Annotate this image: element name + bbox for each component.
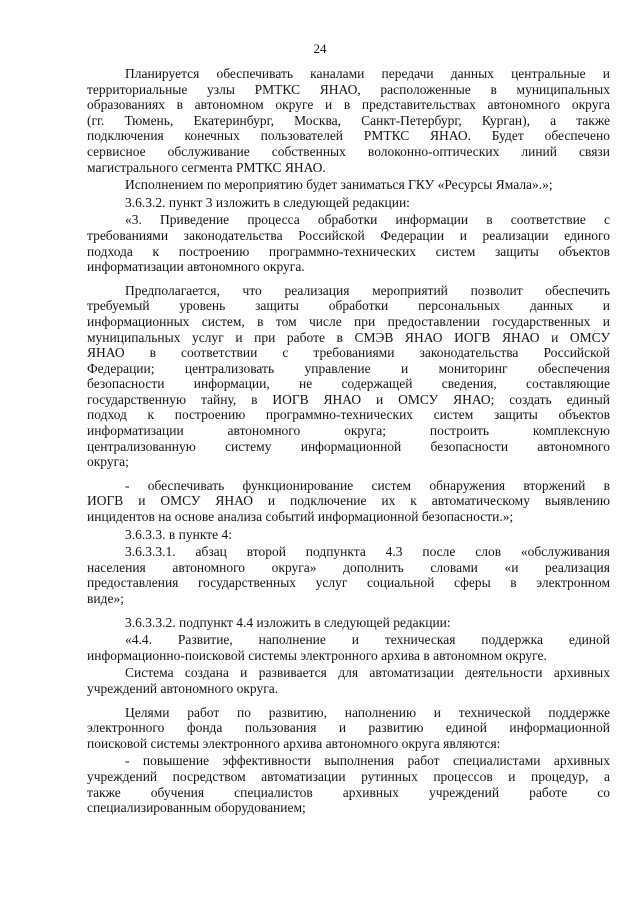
paragraph-expected bbox=[87, 283, 610, 470]
paragraph-channels bbox=[87, 66, 610, 175]
text-line: 3.6.3.3.1. абзац второй подпункта 4.3 после слов «обслуживания bbox=[125, 544, 610, 560]
paragraph-goals bbox=[87, 705, 610, 752]
paragraph-system bbox=[87, 665, 610, 696]
text-line: учреждений посредством автоматизации рутинных процессов и процедур, а bbox=[87, 768, 610, 784]
text-line: поисковой системы электронного архива автономного округа являются: bbox=[87, 735, 501, 751]
text-line: электронного фонда пользования и развитию единой информационной bbox=[87, 720, 610, 736]
text-line: информатизации автономного округа; построить комплексную bbox=[87, 423, 610, 439]
text-line: (гг. Тюмень, Екатеринбург, Москва, Санкт-Петербург, Курган), а также bbox=[87, 112, 610, 128]
paragraph-intrusion bbox=[87, 478, 610, 525]
text-line: Планируется обеспечивать каналами передачи данных центральные и bbox=[125, 66, 610, 81]
paragraph-efficiency bbox=[87, 753, 610, 815]
text-line: сервисное обслуживание собственных волоконно-оптических линий связи bbox=[87, 143, 610, 159]
paragraph-item-4-4 bbox=[87, 632, 610, 663]
text-line: «4.4. Развитие, наполнение и техническая поддержка единой bbox=[125, 632, 610, 648]
text-line: Система создана и развивается для автоматизации деятельности архивных bbox=[125, 665, 610, 681]
text-line: инцидентов на основе анализа событий информационной безопасности.»; bbox=[87, 509, 514, 525]
text-line: также обучения специалистов архивных учреждений работе со bbox=[87, 784, 610, 800]
text-line: требуемый уровень защиты обработки персональных данных и bbox=[87, 298, 610, 314]
text-line: Целями работ по развитию, наполнению и технической поддержке bbox=[125, 704, 610, 720]
paragraph-item-3 bbox=[87, 212, 610, 274]
page-number: 24 bbox=[313, 41, 327, 56]
text-line: подход к построению программно-технических систем защиты объектов bbox=[87, 407, 610, 423]
text-line: ИОГВ и ОМСУ ЯНАО и подключение их к автоматическому выявлению bbox=[87, 493, 610, 509]
text-line: магистрального сегмента РМТКС ЯНАО. bbox=[87, 159, 326, 175]
text-line: - повышение эффективности выполнения работ специалистами архивных bbox=[125, 753, 610, 769]
text-line: образованиях в автономном округе и в представительствах автономного округа bbox=[87, 97, 610, 113]
text-line: - обеспечивать функционирование систем обнаружения вторжений в bbox=[125, 477, 610, 493]
text-line: подключения конечных пользователей РМТКС ЯНАО. Будет обеспечено bbox=[87, 128, 610, 144]
paragraph-3-6-3-3-1 bbox=[87, 544, 610, 606]
text-line: виде»; bbox=[87, 591, 124, 606]
text-line: населения автономного округа» дополнить словами «и реализация bbox=[87, 559, 610, 575]
text-line: специализированным оборудованием; bbox=[87, 800, 306, 816]
text-line: территориальные узлы РМТКС ЯНАО, расположенные в муниципальных bbox=[87, 81, 610, 97]
text-line: предоставления государственных услуг социальной сферы в электронном bbox=[87, 575, 610, 591]
text-line: информационно-поисковой системы электронного архива в автономном округе. bbox=[87, 647, 547, 663]
text-line: безопасности информации, не содержащей сведения, составляющие bbox=[87, 376, 610, 392]
text-line: подхода к построению программно-технических систем защиты объектов bbox=[87, 243, 610, 259]
text-line: информатизации автономного округа. bbox=[87, 259, 305, 275]
text-line: информационных систем, в том числе при предоставлении государственных и bbox=[87, 313, 610, 329]
text-line: Предполагается, что реализация мероприятий позволит обеспечить bbox=[125, 282, 610, 298]
paragraph-3-6-3-3: 3.6.3.3. в пункте 4: bbox=[125, 526, 232, 542]
text-line: Федерации; централизовать управление и мониторинг обеспечения bbox=[87, 360, 610, 376]
text-line: государственную тайну, в ИОГВ ЯНАО и ОМСУ ЯНАО; создать единый bbox=[87, 391, 610, 407]
text-line: «3. Приведение процесса обработки информации в соответствие с bbox=[125, 212, 610, 228]
paragraph-3-6-3-3-2: 3.6.3.3.2. подпункт 4.4 изложить в следующей редакции: bbox=[125, 614, 451, 630]
text-line: округа; bbox=[87, 454, 129, 470]
text-line: учреждений автономного округа. bbox=[87, 680, 279, 696]
body-text bbox=[87, 66, 610, 818]
text-line: ЯНАО в соответствии с требованиями законодательства Российской bbox=[87, 345, 610, 361]
text-line: муниципальных услуг и при работе в СМЭВ ЯНАО ИОГВ ЯНАО и ОМСУ bbox=[87, 329, 610, 345]
text-line: централизованную систему информационной безопасности автономного bbox=[87, 438, 610, 454]
text-line: требованиями законодательства Российской Федерации и реализации единого bbox=[87, 227, 610, 243]
paragraph-3-6-3-2: 3.6.3.2. пункт 3 изложить в следующей редакции: bbox=[125, 194, 410, 210]
paragraph-executor: Исполнением по мероприятию будет заниматься ГКУ «Ресурсы Ямала».»; bbox=[125, 177, 553, 193]
